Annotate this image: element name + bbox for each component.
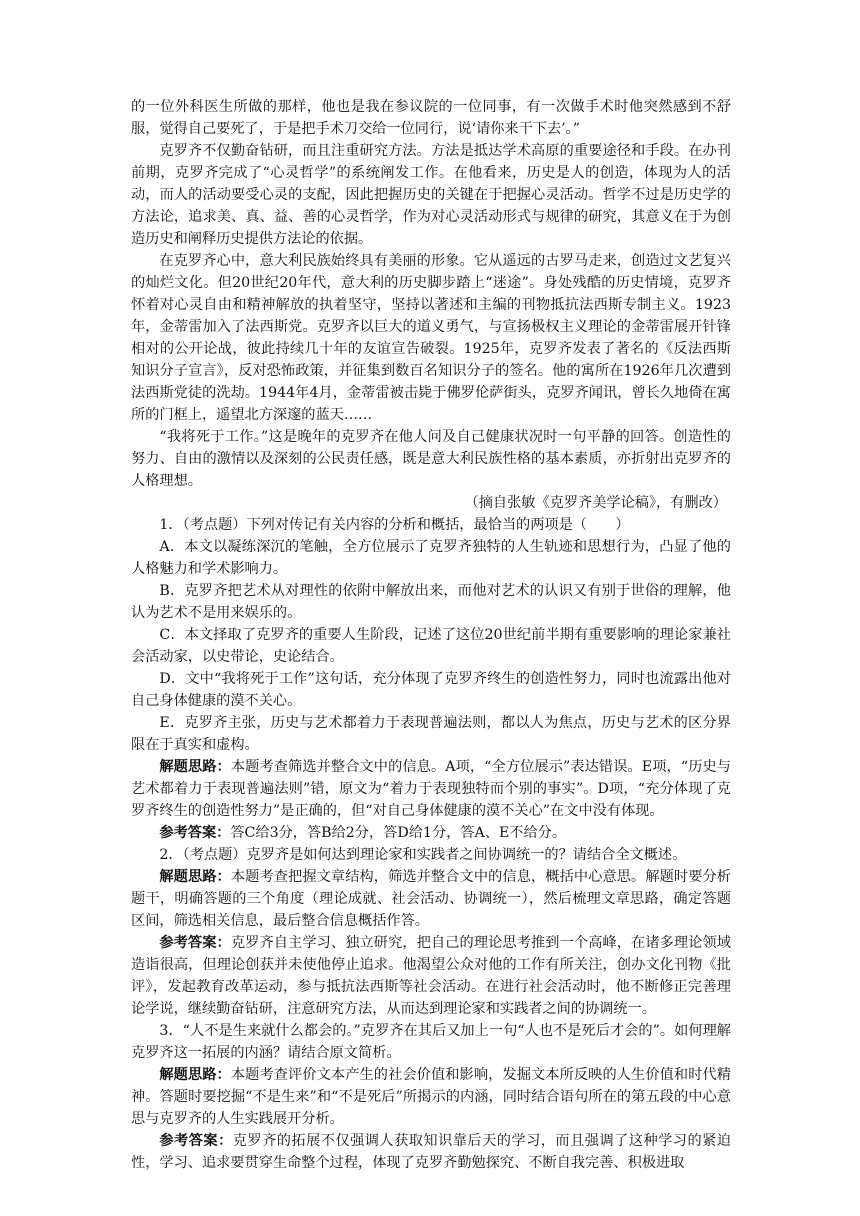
question-3-answer xyxy=(131,1130,731,1174)
question-2-stem: 2．（考点题）克罗齐是如何达到理论家和实践者之间协调统一的？请结合全文概述。 xyxy=(159,847,687,863)
analysis-label: 解题思路： xyxy=(159,759,231,775)
analysis-text: 本题考查把握文章结构，筛选并整合文中的信息，概括中心意思。解题时要分析题干，明确答题的三个角度（理论成就、社会活动、协调统一），然后梳理文章思路，确定答题区间，筛选相关信息，最后整合信息概括作答。 xyxy=(131,869,731,929)
question-3-analysis xyxy=(131,1064,731,1130)
document-page xyxy=(131,96,731,1174)
analysis-label: 解题思路： xyxy=(159,869,231,885)
question-1-analysis xyxy=(131,756,731,822)
option-b: B．克罗齐把艺术从对理性的依附中解放出来，而他对艺术的认识又有别于世俗的理解，他认为艺术不是用来娱乐的。 xyxy=(131,583,731,621)
question-2-analysis xyxy=(131,866,731,932)
option-d: D．文中“我将死于工作”这句话，充分体现了克罗齐终生的创造性努力，同时也流露出他对自己身体健康的漠不关心。 xyxy=(131,671,731,709)
passage-paragraph: 在克罗齐心中，意大利民族始终具有美丽的形象。它从遥远的古罗马走来，创造过文艺复兴的灿烂文化。但20世纪20年代，意大利的历史脚步踏上“迷途”。身处残酷的历史情境，克罗齐怀着对心灵自由和精神解放的执着坚守，坚持以著述和主编的刊物抵抗法西斯专制主义。1923年，金蒂雷加入了法西斯党。克罗齐以巨大的道义勇气，与宣扬极权主义理论的金蒂雷展开针锋相对的公开论战，彼此持续几十年的友谊宣告破裂。1925年，克罗齐发表了著名的《反法西斯知识分子宣言》，反对恐怖政策，并征集到数百名知识分子的签名。他的寓所在1926年几次遭到法西斯党徒的洗劫。1944年4月，金蒂雷被击毙于佛罗伦萨街头，克罗齐闻讯，曾长久地倚在寓所的门框上，遥望北方深邃的蓝天…… xyxy=(131,253,731,423)
question-1-answer xyxy=(131,822,731,844)
option-c: C．本文择取了克罗齐的重要人生阶段，记述了这位20世纪前半期有重要影响的理论家兼社会活动家，以史带论，史论结合。 xyxy=(131,627,731,665)
answer-text: 克罗齐自主学习、独立研究，把自己的理论思考推到一个高峰，在诸多理论领域造诣很高，但理论创获并未使他停止追求。他渴望公众对他的工作有所关注，创办文化刊物《批评》，发起教育改革运动，参与抵抗法西斯等社会活动。在进行社会活动时，他不断修正完善理论学说，继续勤奋钻研，注意研究方法，从而达到理论家和实践者之间的协调统一。 xyxy=(131,935,731,1017)
answer-text: 克罗齐的拓展不仅强调人获取知识靠后天的学习，而且强调了这种学习的紧迫性，学习、追求要贯穿生命整个过程，体现了克罗齐勤勉探究、不断自我完善、积极进取 xyxy=(131,1133,731,1171)
question-1-stem: 1．（考点题）下列对传记有关内容的分析和概括，最恰当的两项是（ ） xyxy=(159,517,630,533)
option-e: E．克罗齐主张，历史与艺术都着力于表现普遍法则，都以人为焦点，历史与艺术的区分界限在于真实和虚构。 xyxy=(131,715,731,753)
analysis-text: 本题考查评价文本产生的社会价值和影响，发掘文本所反映的人生价值和时代精神。答题时要挖掘“不是生来”和“不是死后”所揭示的内涵，同时结合语句所在的第五段的中心意思与克罗齐的人生实践展开分析。 xyxy=(131,1067,731,1127)
passage-paragraph: “我将死于工作。”这是晚年的克罗齐在他人问及自己健康状况时一句平静的回答。创造性的努力、自由的激情以及深刻的公民责任感，既是意大利民族性格的基本素质，亦折射出克罗齐的人格理想。 xyxy=(131,429,731,489)
answer-label: 参考答案： xyxy=(159,825,231,841)
passage-source: （摘自张敏《克罗齐美学论稿》，有删改） xyxy=(464,495,727,511)
passage-continuation: 的一位外科医生所做的那样，他也是我在参议院的一位同事，有一次做手术时他突然感到不舒服，觉得自己要死了，于是把手术刀交给一位同行，说‘请你来干下去’。” xyxy=(131,99,731,137)
answer-text: 答C给3分，答B给2分，答D给1分，答A、E不给分。 xyxy=(230,825,567,841)
option-a: A．本文以凝练深沉的笔触，全方位展示了克罗齐独特的人生轨迹和思想行为，凸显了他的人格魅力和学术影响力。 xyxy=(131,539,731,577)
analysis-text: 本题考查筛选并整合文中的信息。A项，“全方位展示”表达错误。E项，“历史与艺术都着力于表现普遍法则”错，原文为“着力于表现独特而个别的事实”。D项，“充分体现了克罗齐终生的创造性努力”是正确的，但“对自己身体健康的漠不关心”在文中没有体现。 xyxy=(131,759,731,819)
passage-paragraph: 克罗齐不仅勤奋钻研，而且注重研究方法。方法是抵达学术高原的重要途径和手段。在办刊前期，克罗齐完成了“心灵哲学”的系统阐发工作。在他看来，历史是人的创造，体现为人的活动，而人的活动要受心灵的支配，因此把握历史的关键在于把握心灵活动。哲学不过是历史学的方法论，追求美、真、益、善的心灵哲学，作为对心灵活动形式与规律的研究，其意义在于为创造历史和阐释历史提供方法论的依据。 xyxy=(131,143,731,247)
analysis-label: 解题思路： xyxy=(159,1067,231,1083)
answer-label: 参考答案： xyxy=(159,935,231,951)
answer-label: 参考答案： xyxy=(159,1133,233,1149)
question-3-stem: 3．“人不是生来就什么都会的。”克罗齐在其后又加上一句“人也不是死后才会的”。如何理解克罗齐这一拓展的内涵？请结合原文简析。 xyxy=(131,1023,731,1061)
question-2-answer xyxy=(131,932,731,1020)
